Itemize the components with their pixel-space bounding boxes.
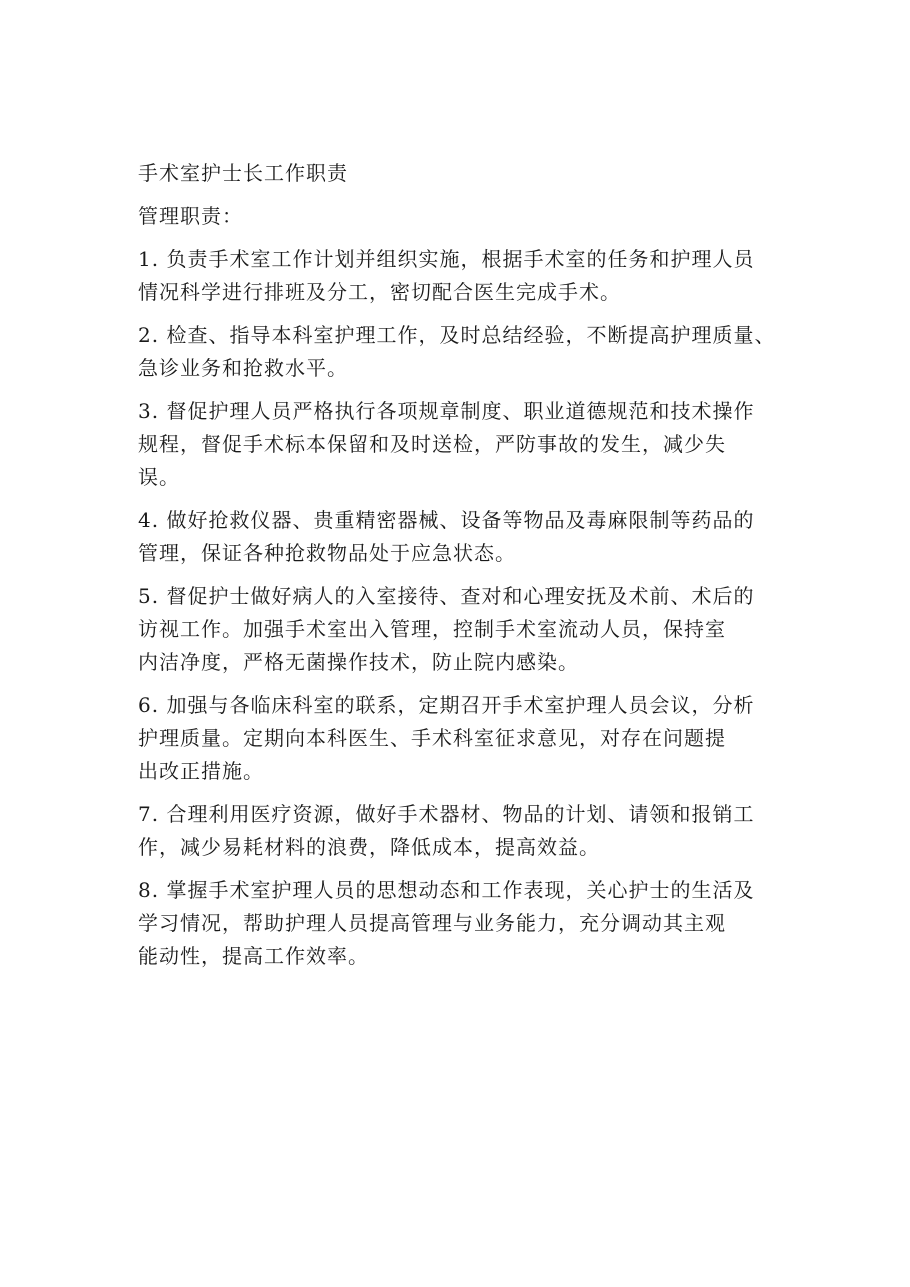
- duty-item-line: 情况科学进行排班及分工，密切配合医生完成手术。: [138, 280, 621, 304]
- duty-item-line: 7. 合理利用医疗资源，做好手术器材、物品的计划、请领和报销工: [138, 802, 755, 826]
- duty-item-line: 作，减少易耗材料的浪费，降低成本，提高效益。: [138, 835, 600, 859]
- duty-item-line: 1. 负责手术室工作计划并组织实施，根据手术室的任务和护理人员: [138, 247, 755, 271]
- duty-item-2: [138, 319, 788, 385]
- section-heading: 管理职责：: [138, 204, 243, 228]
- document-body: [138, 157, 788, 983]
- duty-item-5: [138, 580, 788, 679]
- duty-item-7: [138, 798, 788, 864]
- duty-item-line: 6. 加强与各临床科室的联系，定期召开手术室护理人员会议，分析: [138, 693, 755, 717]
- duty-item-4: [138, 504, 788, 570]
- duty-item-line: 8. 掌握手术室护理人员的思想动态和工作表现，关心护士的生活及: [138, 878, 755, 902]
- duty-item-line: 急诊业务和抢救水平。: [138, 356, 348, 380]
- duty-item-8: [138, 874, 788, 973]
- duty-item-line: 管理，保证各种抢救物品处于应急状态。: [138, 541, 516, 565]
- duty-item-line: 内洁净度，严格无菌操作技术，防止院内感染。: [138, 650, 579, 674]
- duty-item-3: [138, 395, 788, 494]
- duty-item-line: 4. 做好抢救仪器、贵重精密器械、设备等物品及毒麻限制等药品的: [138, 508, 755, 532]
- duty-item-line: 能动性，提高工作效率。: [138, 944, 369, 968]
- duty-item-line: 规程，督促手术标本保留和及时送检，严防事故的发生，减少失: [138, 432, 726, 456]
- duty-item-line: 5. 督促护士做好病人的入室接待、查对和心理安抚及术前、术后的: [138, 584, 755, 608]
- document-title: 手术室护士长工作职责: [138, 161, 348, 185]
- duty-item-line: 访视工作。加强手术室出入管理，控制手术室流动人员，保持室: [138, 617, 726, 641]
- duty-item-line: 护理质量。定期向本科医生、手术科室征求意见，对存在问题提: [138, 726, 726, 750]
- duty-item-6: [138, 689, 788, 788]
- duty-item-line: 2. 检查、指导本科室护理工作，及时总结经验，不断提高护理质量、: [138, 323, 776, 347]
- duty-item-line: 出改正措施。: [138, 759, 264, 783]
- duty-item-line: 学习情况，帮助护理人员提高管理与业务能力，充分调动其主观: [138, 911, 726, 935]
- duty-item-line: 误。: [138, 465, 180, 489]
- duty-item-1: [138, 243, 788, 309]
- duty-item-line: 3. 督促护理人员严格执行各项规章制度、职业道德规范和技术操作: [138, 399, 755, 423]
